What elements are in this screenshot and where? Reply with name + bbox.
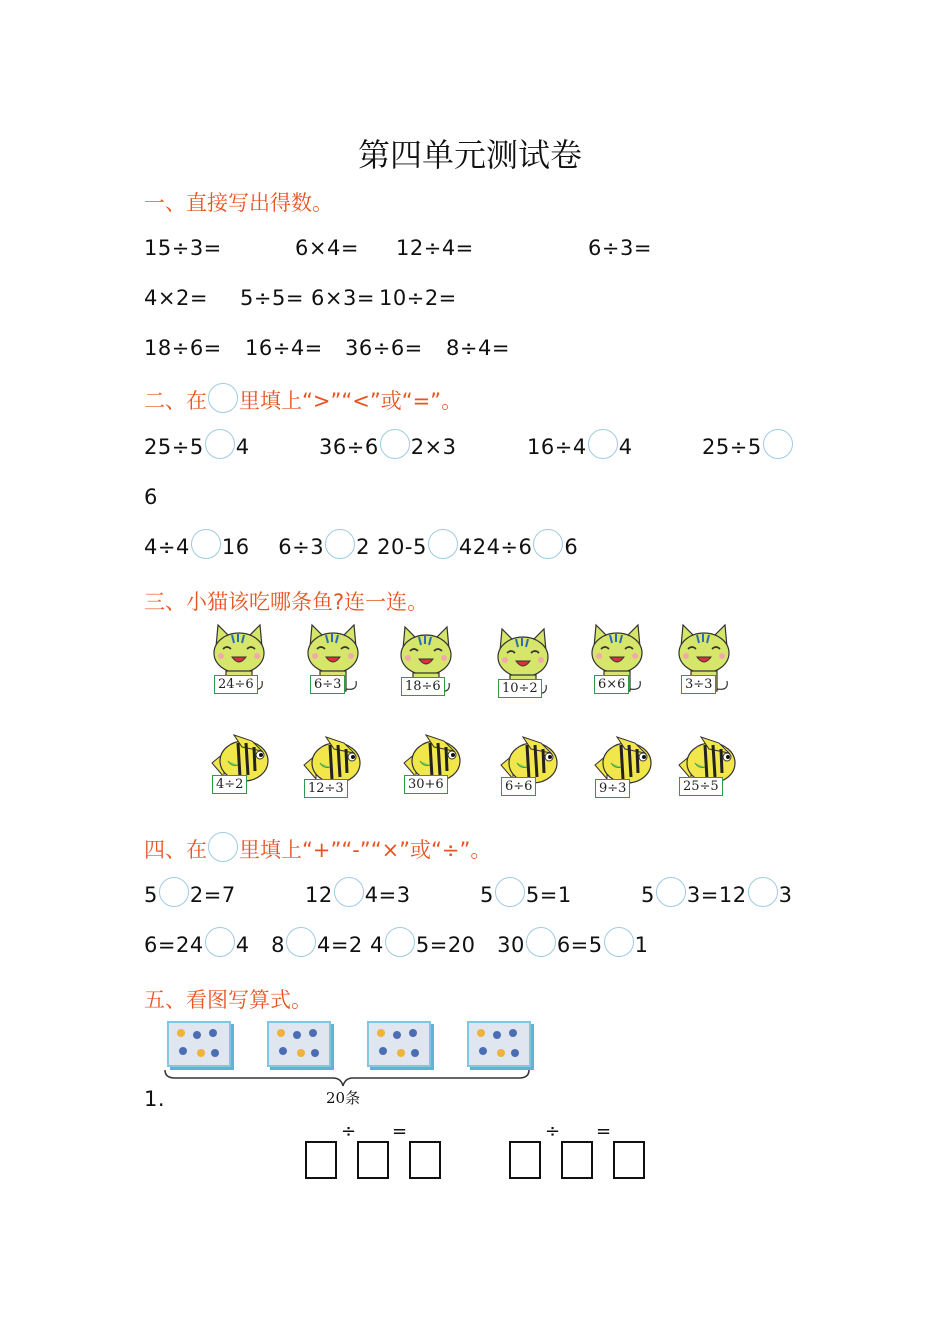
answer-circle[interactable]: [191, 529, 221, 559]
cat-card[interactable]: [395, 623, 457, 701]
answer-circle[interactable]: [286, 927, 316, 957]
s1-r3-c1: 18÷6=: [144, 336, 222, 360]
fish-label: 30+6: [404, 775, 448, 794]
answer-circle[interactable]: [533, 529, 563, 559]
s2-item-a: 25÷5 4: [144, 435, 250, 459]
section-4-heading: 四、在 里填上“+”“-”“×”或“÷”。: [144, 834, 491, 864]
fish-label: 4÷2: [212, 775, 247, 794]
answer-circle[interactable]: [656, 877, 686, 907]
fish-tank-icon: [367, 1021, 431, 1067]
answer-box[interactable]: [613, 1141, 645, 1179]
brace-icon: [163, 1068, 533, 1088]
cat-label: 6×6: [594, 675, 629, 694]
answer-box[interactable]: [305, 1141, 337, 1179]
fish-card[interactable]: [208, 727, 270, 805]
equals-sign: =: [392, 1121, 408, 1142]
fish-card[interactable]: [300, 729, 362, 807]
answer-circle[interactable]: [380, 429, 410, 459]
s1-r1-c4: 6÷3=: [588, 236, 652, 260]
s1-r3-c2: 16÷4=: [245, 336, 323, 360]
fish-tank-icon: [167, 1021, 231, 1067]
answer-circle[interactable]: [205, 927, 235, 957]
answer-circle[interactable]: [526, 927, 556, 957]
s1-r2-c2: 5÷5=: [240, 286, 304, 310]
s1-r1-c3: 12÷4=: [396, 236, 474, 260]
s4-item-c: 5 5=1: [480, 883, 572, 907]
cat-label: 10÷2: [498, 679, 542, 698]
fish-tank-icon: [267, 1021, 331, 1067]
answer-circle[interactable]: [334, 877, 364, 907]
cat-card[interactable]: [492, 625, 554, 703]
fish-card[interactable]: [400, 727, 462, 805]
s2-item-c: 16÷4 4: [527, 435, 633, 459]
fish-label: 9÷3: [595, 779, 630, 798]
s1-r3-c4: 8÷4=: [446, 336, 510, 360]
cat-label: 24÷6: [214, 675, 258, 694]
answer-box[interactable]: [409, 1141, 441, 1179]
s2-item-b: 36÷6 2×3: [319, 435, 457, 459]
answer-box[interactable]: [509, 1141, 541, 1179]
fish-card[interactable]: [675, 729, 737, 807]
cat-card[interactable]: [586, 621, 648, 699]
answer-circle[interactable]: [763, 429, 793, 459]
item-number: 1.: [144, 1087, 166, 1111]
fish-tank-icon: [467, 1021, 531, 1067]
divide-sign: ÷: [545, 1121, 561, 1142]
equals-sign: =: [596, 1121, 612, 1142]
s4-row2: 6=24 4 8 4=2 4 5=20 30 6=5 1: [144, 933, 649, 957]
section-5-heading: 五、看图写算式。: [144, 988, 312, 1012]
s2-item-d: 25÷5: [702, 435, 794, 459]
section-2-heading: 二、在 里填上“>”“<”或“=”。: [144, 385, 462, 415]
s4-item-d: 5 3=12 3: [641, 883, 792, 907]
answer-circle[interactable]: [588, 429, 618, 459]
section-3-heading: 三、小猫该吃哪条鱼?连一连。: [144, 590, 429, 614]
fish-label: 6÷6: [501, 777, 536, 796]
answer-box[interactable]: [561, 1141, 593, 1179]
cat-label: 3÷3: [681, 675, 716, 694]
fish-card[interactable]: [497, 729, 559, 807]
answer-box[interactable]: [357, 1141, 389, 1179]
fish-label: 25÷5: [679, 777, 723, 796]
fish-card[interactable]: [591, 729, 653, 807]
blank-circle-icon: [208, 832, 238, 862]
cat-label: 18÷6: [401, 677, 445, 696]
s1-r2-c1: 4×2=: [144, 286, 208, 310]
s1-r1-c1: 15÷3=: [144, 236, 222, 260]
answer-circle[interactable]: [428, 529, 458, 559]
answer-circle[interactable]: [325, 529, 355, 559]
answer-circle[interactable]: [385, 927, 415, 957]
s1-r2-c3: 6×3=: [311, 286, 375, 310]
answer-circle[interactable]: [748, 877, 778, 907]
answer-circle[interactable]: [604, 927, 634, 957]
fish-label: 12÷3: [304, 779, 348, 798]
s2-row3: 4÷4 16 6÷3 2 20-5 424÷6 6: [144, 535, 578, 559]
cat-card[interactable]: [208, 621, 270, 699]
s4-item-b: 12 4=3: [305, 883, 411, 907]
s4-item-a: 5 2=7: [144, 883, 236, 907]
blank-circle-icon: [208, 383, 238, 413]
s1-r1-c2: 6×4=: [295, 236, 359, 260]
answer-circle[interactable]: [159, 877, 189, 907]
divide-sign: ÷: [341, 1121, 357, 1142]
answer-circle[interactable]: [495, 877, 525, 907]
page-title: 第四单元测试卷: [358, 136, 583, 174]
s2-item-d-right: 6: [144, 485, 158, 509]
s1-r2-c4: 10÷2=: [379, 286, 457, 310]
cat-label: 6÷3: [310, 675, 345, 694]
section-1-heading: 一、直接写出得数。: [144, 191, 333, 215]
answer-circle[interactable]: [205, 429, 235, 459]
brace-label: 20条: [326, 1089, 361, 1107]
cat-card[interactable]: [302, 621, 364, 699]
s1-r3-c3: 36÷6=: [345, 336, 423, 360]
cat-card[interactable]: [673, 621, 735, 699]
